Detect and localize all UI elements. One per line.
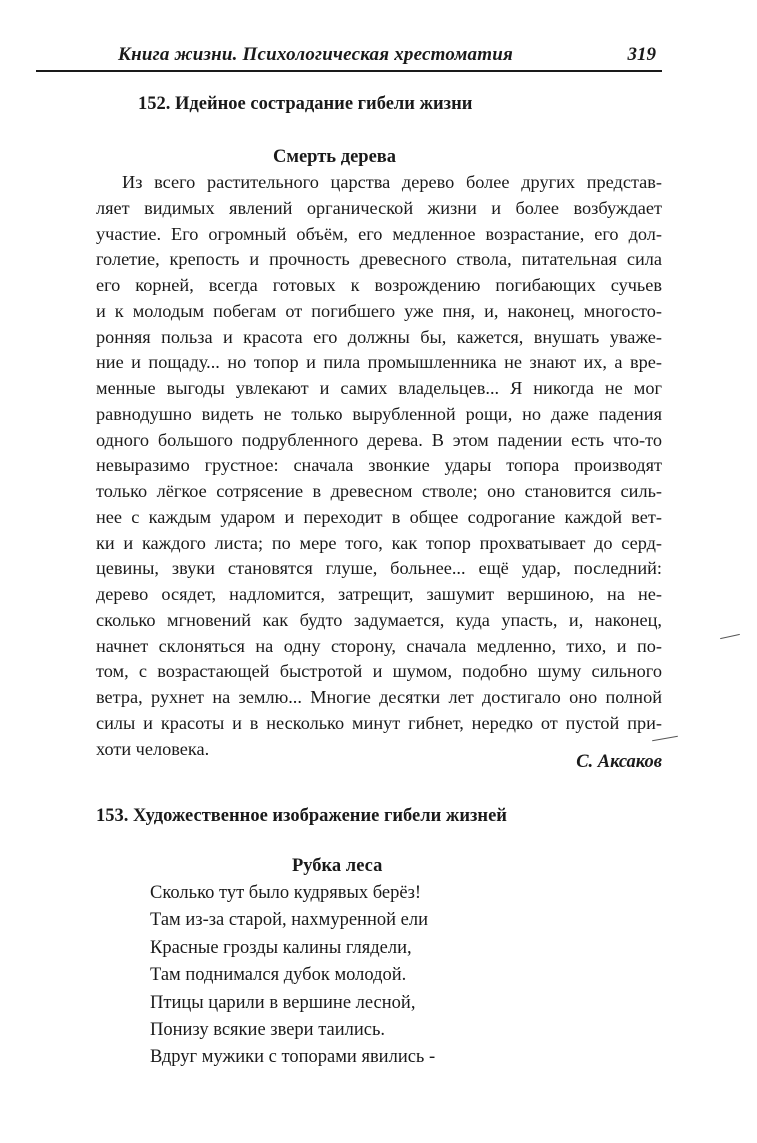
prose-line: участие. Его огромный объём, его медленное возрастание, его дол- bbox=[96, 223, 662, 244]
poem-line: Вдруг мужики с топорами явились - bbox=[150, 1047, 436, 1068]
page-number: 319 bbox=[627, 44, 656, 65]
poem-line: Понизу всякие звери таились. bbox=[150, 1019, 386, 1040]
running-header bbox=[36, 30, 662, 72]
section-152-subheading: Смерть дерева bbox=[273, 147, 397, 167]
poem-line: Сколько тут было кудрявых берёз! bbox=[150, 883, 422, 903]
prose-line: голетие, крепость и прочность древесного ствола, питательная сила bbox=[96, 249, 662, 270]
section-152-heading: 152. Идейное сострадание гибели жизни bbox=[138, 94, 473, 114]
poem-line: Там поднимался дубок молодой. bbox=[150, 965, 407, 986]
prose-line: силы и красоты и в несколько минут гибнет, нередко от пустой при- bbox=[96, 712, 662, 733]
prose-line: ляет видимых явлений органической жизни и более возбуждает bbox=[96, 197, 662, 218]
running-title: Книга жизни. Психологическая хрестоматия bbox=[118, 44, 513, 65]
poem-line: Там из-за старой, нахмуренной ели bbox=[150, 910, 428, 931]
poem-line: Птицы царили в вершине лесной, bbox=[150, 992, 416, 1013]
prose-line: нее с каждым ударом и переходит в общее содрогание каждой вет- bbox=[96, 506, 662, 527]
prose-line: хоти человека. bbox=[96, 738, 210, 759]
prose-line: и к молодым побегам от погибшего уже пня, и, наконец, многосто- bbox=[96, 300, 662, 321]
prose-line: том, с возрастающей быстротой и шумом, подобно шуму сильного bbox=[96, 661, 662, 682]
prose-line: дерево осядет, надломится, затрещит, зашумит вершиною, на не- bbox=[96, 584, 662, 604]
prose-line: цевины, звуки становятся глуше, больнее... ещё удар, последний: bbox=[96, 558, 662, 579]
poem-line: Красные грозды калины глядели, bbox=[150, 937, 412, 958]
section-153-heading: 153. Художественное изображение гибели жизней bbox=[96, 806, 507, 826]
author-signature: С. Аксаков bbox=[576, 752, 662, 772]
section-153-poem bbox=[150, 880, 550, 1072]
prose-line: сколько мгновений как будто задумается, куда упасть, и, наконец, bbox=[96, 609, 662, 630]
prose-line: невыразимо грустное: сначала звонкие удары топора производят bbox=[96, 455, 662, 476]
prose-line: только лёгкое сотрясение в древесном стволе; оно становится силь- bbox=[96, 481, 662, 501]
prose-line: ронняя польза и красота его должны бы, кажется, внушать уваже- bbox=[96, 326, 662, 347]
prose-line: начнет склоняться на одну сторону, сначала медленно, тихо, и по- bbox=[96, 635, 662, 656]
prose-line: одного большого подрубленного дерева. В этом падении есть что-то bbox=[96, 429, 662, 450]
prose-line: ки и каждого листа; по мере того, как топор прохватывает до серд- bbox=[96, 532, 662, 553]
prose-line: Из всего растительного царства дерево более других представ- bbox=[122, 172, 662, 192]
prose-line: ние и пощаду... но топор и пила промышленника не знают их, а вре- bbox=[96, 352, 662, 373]
section-153-subheading: Рубка леса bbox=[292, 856, 383, 876]
prose-line: равнодушно видеть не только вырубленной рощи, но даже падения bbox=[96, 403, 662, 424]
section-152-prose bbox=[96, 170, 662, 762]
prose-line: его корней, всегда готовых к возрождению погибающих сучьев bbox=[96, 275, 662, 295]
prose-line: ветра, рухнет на землю... Многие десятки лет достигало оно полной bbox=[96, 687, 662, 707]
scan-speck bbox=[720, 634, 740, 639]
prose-line: менные выгоды увлекают и самих владельцев... Я никогда не мог bbox=[96, 378, 662, 398]
